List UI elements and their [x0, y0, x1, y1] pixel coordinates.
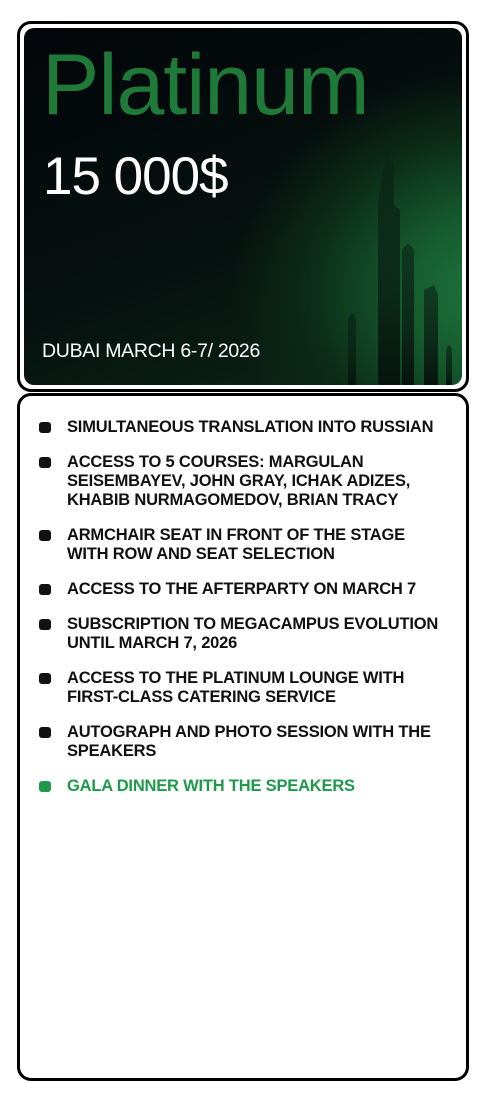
event-location-date: DUBAI MARCH 6-7/ 2026: [42, 340, 261, 362]
feature-text: SIMULTANEOUS TRANSLATION INTO RUSSIAN: [67, 418, 434, 436]
feature-item: [38, 526, 446, 564]
feature-item: [38, 669, 446, 707]
bullet-icon: [39, 584, 51, 595]
ticket-features-card: [17, 393, 469, 1081]
bullet-icon: [39, 673, 51, 684]
feature-text: AUTOGRAPH AND PHOTO SESSION WITH THE SPEAKERS: [67, 723, 431, 760]
feature-item: [38, 723, 446, 761]
feature-text: GALA DINNER WITH THE SPEAKERS: [67, 777, 355, 795]
feature-text: ACCESS TO THE PLATINUM LOUNGE WITH FIRST-CLASS CATERING SERVICE: [67, 669, 405, 706]
feature-item: [38, 580, 446, 599]
bullet-icon: [39, 530, 51, 541]
feature-text: ACCESS TO 5 COURSES: MARGULAN SEISEMBAYEV, JOHN GRAY, ICHAK ADIZES, KHABIB NURMAGOMEDOV, BRIAN TRACY: [67, 453, 411, 509]
feature-text: SUBSCRIPTION TO MEGACAMPUS EVOLUTION UNTIL MARCH 7, 2026: [67, 615, 439, 652]
feature-list: [38, 418, 446, 796]
ticket-price: 15 000$: [43, 147, 228, 206]
feature-text: ARMCHAIR SEAT IN FRONT OF THE STAGE WITH ROW AND SEAT SELECTION: [67, 526, 405, 563]
ticket-hero: [24, 28, 462, 385]
ticket-tier-title: Platinum: [42, 37, 369, 133]
bullet-icon: [39, 781, 51, 792]
dubai-skyline-illustration: [322, 155, 462, 385]
bullet-icon: [39, 619, 51, 630]
ticket-header-card: [17, 21, 469, 392]
perforation-divider: [30, 389, 456, 392]
bullet-icon: [39, 727, 51, 738]
feature-item: [38, 418, 446, 437]
feature-text: ACCESS TO THE AFTERPARTY ON MARCH 7: [67, 580, 416, 598]
bullet-icon: [39, 422, 51, 433]
feature-item: [38, 453, 446, 510]
feature-item: [38, 615, 446, 653]
feature-item-highlight: [38, 777, 446, 796]
bullet-icon: [39, 457, 51, 468]
